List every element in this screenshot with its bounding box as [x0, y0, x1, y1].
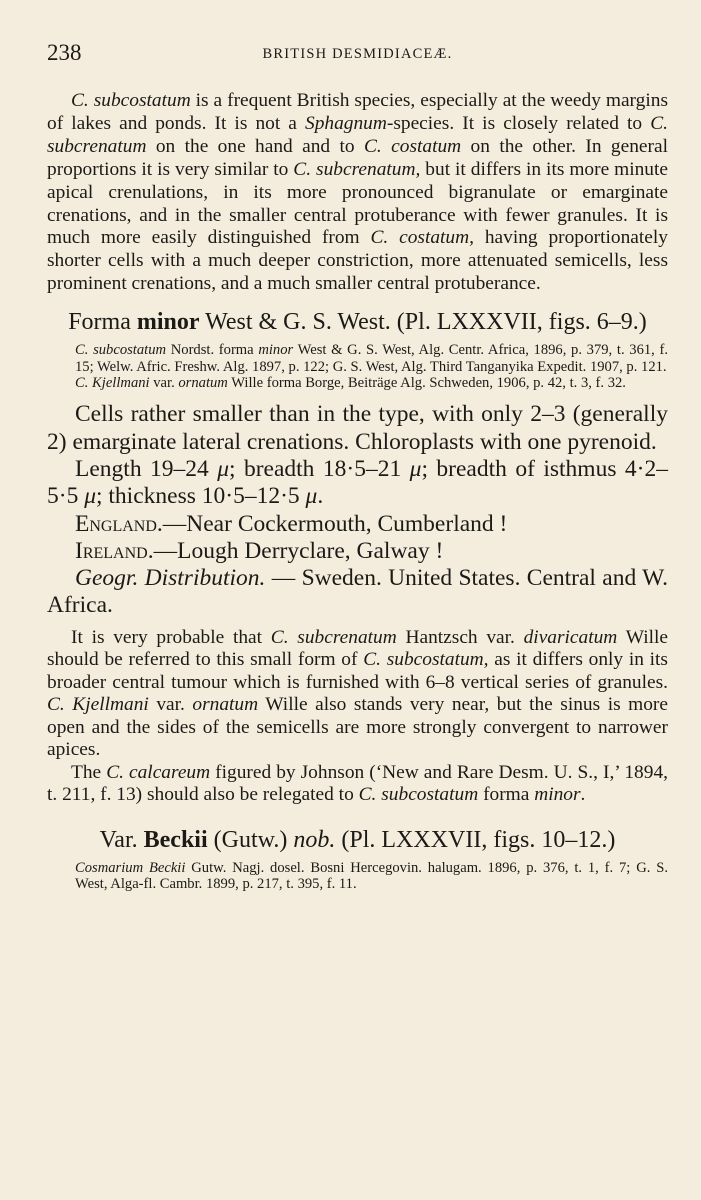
- page-body: [47, 90, 668, 893]
- text-run: It is very probable that: [71, 626, 271, 648]
- text-run: The: [71, 761, 107, 783]
- text-run: var.: [148, 694, 193, 716]
- description-paragraph: Cells rather smaller than in the type, with only 2–3 (generally 2) emarginate lateral crenations. Chloroplasts with one pyrenoid.: [47, 401, 668, 455]
- text-run: but it differs in its more minute apical crenulations, in its more pronounced bigranulate or emarginate crenations, and in the smaller central protuberance with fewer granules. It is much more easily distinguished from: [47, 158, 668, 249]
- variety-heading: [47, 827, 668, 854]
- forma-heading: [47, 309, 668, 336]
- text-run: —Near Cockermouth, Cumberland !: [162, 510, 508, 537]
- measurements-paragraph: [47, 456, 668, 511]
- synonym-citation: [47, 860, 668, 893]
- taxon-name: Sphagnum: [305, 112, 387, 134]
- text-run: Wille forma Borge, Beiträge Alg. Schweden, 1906, p. 42, t. 3, f. 32.: [227, 374, 626, 391]
- geographic-distribution: [47, 565, 668, 620]
- taxon-name: ornatum: [192, 694, 259, 716]
- text-run: Length 19–24: [75, 455, 218, 482]
- running-title: BRITISH DESMIDIACEÆ.: [262, 46, 453, 62]
- micron-symbol: μ: [409, 455, 422, 482]
- text-run: is a frequent British species, especially at the weedy margins of lakes and ponds. It is not a: [47, 90, 668, 134]
- taxon-name: ornatum: [178, 374, 228, 391]
- synonym-citation: [47, 342, 668, 375]
- text-run: ; breadth 18·5–21: [229, 455, 410, 482]
- text-run: (Pl. LXXXVII, figs. 10–12.): [335, 826, 616, 853]
- text-run: Nordst. forma: [166, 342, 259, 359]
- paragraph-remarks: [47, 627, 668, 762]
- text-run: .: [317, 483, 324, 510]
- text-run: ; thickness 10·5–12·5: [96, 483, 306, 510]
- text-run: .: [580, 784, 586, 806]
- text-run: nob.: [293, 826, 336, 853]
- page-header: [47, 40, 668, 66]
- text-run: — Sweden. United States. Central and W. Africa.: [47, 565, 668, 619]
- locality-label: England.: [75, 510, 163, 537]
- taxon-name: C. subcostatum: [71, 90, 191, 111]
- text-run: on the one hand and to: [146, 135, 364, 157]
- text-run: var.: [149, 374, 179, 391]
- text-run: having proportionately shorter cells with a much deeper constriction, more attenuated semicells, less prominent crenations, and a much smaller central protuberance.: [47, 227, 668, 295]
- paragraph-discussion: [47, 90, 668, 296]
- text-run: Gutw. Nagj. dosel. Bosni Hercegovin. halugam. 1896, p. 376, t. 1, f. 7; G. S. West, Alga-fl. Cambr. 1899, p. 217, t. 395, f. 11.: [75, 859, 668, 893]
- taxon-name: C. costatum,: [370, 227, 474, 249]
- taxon-name: C. subcostatum: [358, 784, 479, 806]
- locality-england: [47, 511, 668, 538]
- page-number: 238: [47, 40, 82, 65]
- forma-name: minor: [136, 309, 200, 336]
- locality-label: Ireland.: [75, 537, 154, 564]
- text-run: as it differs only in its broader central tumour which is furnished with 6–8 vertical series of granules.: [47, 649, 668, 693]
- micron-symbol: μ: [84, 483, 96, 510]
- taxon-name: C. Kjellmani: [75, 374, 150, 391]
- text-run: West & G. S. West, Alg. Centr. Africa, 1896, p. 379, t. 361, f. 15; Welw. Afric. Freshw. Alg. 1897, p. 122; G. S. West, Alg. Third Tanganyika Expedit. 1907, p. 121.: [75, 342, 669, 375]
- text-run: -species. It is closely related to: [386, 112, 651, 134]
- text-run: Hantzsch var.: [396, 626, 524, 648]
- taxon-name: C. subcostatum: [75, 342, 167, 359]
- taxon-name: C. subcrenatum,: [293, 158, 421, 180]
- text-run: (Gutw.): [207, 826, 294, 853]
- taxon-name: minor: [534, 784, 581, 806]
- text-run: Forma: [68, 309, 137, 336]
- text-run: Wille should be referred to this small form of: [47, 626, 668, 671]
- taxon-name: divaricatum: [523, 626, 618, 648]
- micron-symbol: μ: [305, 483, 318, 510]
- paragraph-johnson: [47, 762, 668, 807]
- taxon-name: C. subcrenatum: [47, 112, 668, 157]
- taxon-name: Cosmarium Beckii: [75, 859, 186, 876]
- text-run: —Lough Derryclare, Galway !: [153, 537, 444, 564]
- distribution-label: Geogr. Distribution.: [75, 565, 266, 592]
- text-run: figured by Johnson (‘New and Rare Desm. U. S., I,’ 1894, t. 211, f. 13) should also be relegated to: [47, 761, 668, 806]
- text-run: West & G. S. West. (Pl. LXXXVII, figs. 6–9.): [199, 309, 647, 336]
- text-run: on the other. In general proportions it is very similar to: [47, 135, 668, 180]
- synonym-citation: [47, 375, 668, 391]
- micron-symbol: μ: [217, 455, 229, 482]
- text-run: Var.: [99, 826, 144, 853]
- text-run: Wille also stands very near, but the sinus is more open and the sides of the semicells are more strongly convergent to narrower apices.: [47, 694, 668, 761]
- locality-ireland: [47, 538, 668, 565]
- taxon-name: minor: [258, 342, 294, 359]
- taxon-name: C. subcostatum,: [363, 649, 489, 671]
- taxon-name: C. subcrenatum: [270, 626, 397, 648]
- taxon-name: C. calcareum: [106, 761, 211, 783]
- taxon-name: C. costatum: [363, 135, 462, 157]
- variety-name: Beckii: [143, 826, 208, 853]
- text-run: forma: [478, 784, 535, 806]
- taxon-name: C. Kjellmani: [47, 694, 149, 716]
- text-run: ; breadth of isthmus 4·2–5·5: [47, 455, 668, 510]
